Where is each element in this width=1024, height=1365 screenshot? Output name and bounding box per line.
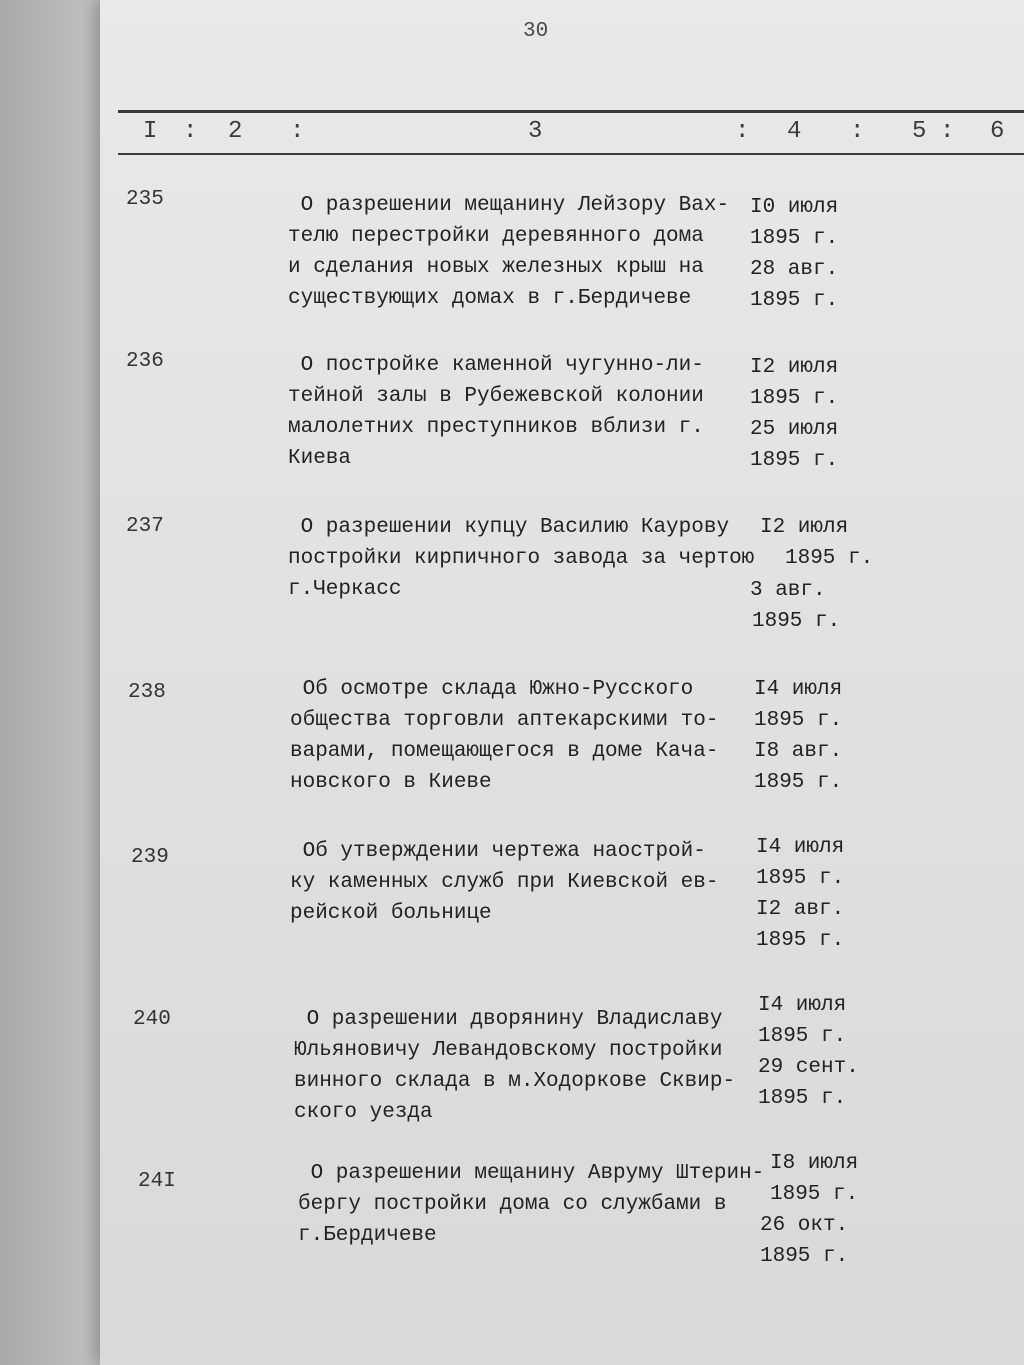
column-header-3: 3: [528, 118, 543, 145]
end-date: 28 авг.: [750, 258, 839, 281]
column-header-6: 6: [990, 118, 1005, 145]
end-date: 26 окт.: [760, 1214, 849, 1237]
start-year: 1895 г.: [750, 387, 839, 410]
start-year: 1895 г.: [754, 709, 843, 732]
start-date: I2 июля: [760, 516, 849, 539]
end-year: 1895 г.: [750, 449, 839, 472]
description-line: О разрешении мещанину Авруму Штерин-: [298, 1162, 765, 1185]
start-year: 1895 г.: [785, 547, 874, 570]
start-date: I0 июля: [750, 196, 839, 219]
description-line: телю перестройки деревянного дома: [288, 225, 704, 248]
start-year: 1895 г.: [750, 227, 839, 250]
table-top-rule: [118, 110, 1024, 113]
description-line: и сделания новых железных крыш на: [288, 256, 704, 279]
entry-number: 236: [126, 350, 164, 373]
end-date: 29 сент.: [758, 1056, 859, 1079]
description-line: О постройке каменной чугунно-ли-: [288, 354, 704, 377]
column-separator: :: [183, 118, 198, 145]
description-line: тейной залы в Рубежевской колонии: [288, 385, 704, 408]
column-separator: :: [735, 118, 750, 145]
entry-number: 238: [128, 681, 166, 704]
description-line: варами, помещающегося в доме Кача-: [290, 740, 719, 763]
description-line: новского в Киеве: [290, 771, 492, 794]
end-date: I8 авг.: [754, 740, 843, 763]
description-line: малолетних преступников вблизи г.: [288, 416, 704, 439]
start-year: 1895 г.: [758, 1025, 847, 1048]
start-date: I4 июля: [756, 836, 845, 859]
end-date: I2 авг.: [756, 898, 845, 921]
page-number: 30: [523, 20, 549, 43]
entry-number: 237: [126, 515, 164, 538]
end-year: 1895 г.: [756, 929, 845, 952]
end-date: 25 июля: [750, 418, 839, 441]
end-date: 3 авг.: [750, 579, 826, 602]
column-separator: :: [940, 118, 955, 145]
start-date: I8 июля: [770, 1152, 859, 1175]
column-header-4: 4: [787, 118, 802, 145]
description-line: Юльяновичу Левандовскому постройки: [294, 1039, 723, 1062]
end-year: 1895 г.: [760, 1245, 849, 1268]
description-line: г.Бердичеве: [298, 1224, 437, 1247]
column-header-2: 2: [228, 118, 243, 145]
description-line: постройки кирпичного завода за чертою: [288, 547, 755, 570]
start-date: I4 июля: [754, 678, 843, 701]
description-line: О разрешении мещанину Лейзору Вах-: [288, 194, 730, 217]
description-line: существующих домах в г.Бердичеве: [288, 287, 692, 310]
description-line: г.Черкасс: [288, 578, 402, 601]
entry-number: 240: [133, 1008, 171, 1031]
end-year: 1895 г.: [758, 1087, 847, 1110]
column-separator: :: [290, 118, 305, 145]
start-date: I4 июля: [758, 994, 847, 1017]
column-header-5: 5: [912, 118, 927, 145]
description-line: винного склада в м.Ходоркове Сквир-: [294, 1070, 736, 1093]
end-year: 1895 г.: [750, 289, 839, 312]
column-header-1: I: [143, 118, 158, 145]
description-line: Киева: [288, 447, 352, 470]
start-year: 1895 г.: [756, 867, 845, 890]
end-year: 1895 г.: [752, 610, 841, 633]
start-year: 1895 г.: [770, 1183, 859, 1206]
entry-number: 24I: [138, 1170, 176, 1193]
entry-number: 239: [131, 846, 169, 869]
description-line: Об осмотре склада Южно-Русского: [290, 678, 694, 701]
column-separator: :: [850, 118, 865, 145]
entry-number: 235: [126, 188, 164, 211]
description-line: ского уезда: [294, 1101, 433, 1124]
description-line: О разрешении дворянину Владиславу: [294, 1008, 723, 1031]
description-line: ку каменных служб при Киевской ев-: [290, 871, 719, 894]
description-line: общества торговли аптекарскими то-: [290, 709, 719, 732]
description-line: Об утверждении чертежа наострой-: [290, 840, 706, 863]
start-date: I2 июля: [750, 356, 839, 379]
table-header-rule: [118, 153, 1024, 155]
description-line: бергу постройки дома со службами в: [298, 1193, 727, 1216]
description-line: О разрешении купцу Василию Каурову: [288, 516, 730, 539]
description-line: рейской больнице: [290, 902, 492, 925]
end-year: 1895 г.: [754, 771, 843, 794]
